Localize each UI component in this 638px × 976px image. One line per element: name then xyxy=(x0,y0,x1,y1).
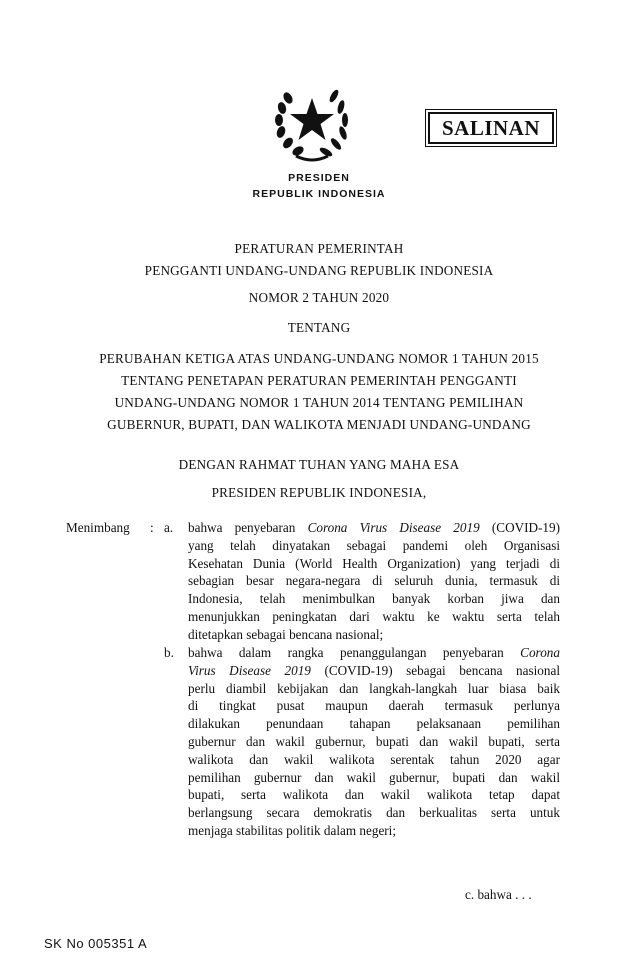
subject-line: GUBERNUR, BUPATI, DAN WALIKOTA MENJADI UNDANG-UNDANG xyxy=(107,417,531,432)
italic-term: Virus Disease 2019 xyxy=(188,662,311,678)
subject-line: TENTANG PENETAPAN PERATURAN PEMERINTAH PENGGANTI xyxy=(121,373,517,388)
title-about: TENTANG xyxy=(287,320,351,335)
stamp-label: SALINAN xyxy=(441,115,541,140)
line-text: yang telah dinyatakan sebagai pandemi oleh Organisasi xyxy=(188,537,560,553)
line-text: bahwa dalam rangka penanggulangan penyebaran xyxy=(188,645,521,660)
italic-term: Corona Virus Disease 2019 xyxy=(307,520,480,535)
line-text: pemilihan gubernur dan wakil gubernur, bupati dan wakil xyxy=(188,769,560,785)
line-text: berlangsung secara demokratis dan berkualitas serta untuk xyxy=(188,805,560,821)
point-b-text xyxy=(188,644,560,840)
point-letter: b. xyxy=(164,645,174,660)
line-text: perlu diambil kebijakan dan langkah-langkah luar biasa baik xyxy=(188,680,560,696)
institution-line1: PRESIDEN xyxy=(288,172,350,184)
line-text: gubernur dan wakil gubernur, bupati dan wakil bupati, serta xyxy=(188,733,560,749)
salinan-stamp xyxy=(428,112,554,144)
paragraph-line xyxy=(188,644,560,662)
paragraph-line xyxy=(188,572,560,590)
paragraph-line xyxy=(188,626,560,644)
line-text: dilakukan penundaan tahapan pelaksanaan pemilihan xyxy=(188,716,560,732)
line-text: Kesehatan Dunia (World Health Organization) yang terjadi di xyxy=(188,555,560,571)
paragraph-line xyxy=(188,519,560,537)
subject-line: PERUBAHAN KETIGA ATAS UNDANG-UNDANG NOMOR 1 TAHUN 2015 xyxy=(99,351,539,366)
title-line2: PENGGANTI UNDANG-UNDANG REPUBLIK INDONESIA xyxy=(144,263,494,278)
continuation-text: c. bahwa . . . xyxy=(465,887,532,902)
point-letter: a. xyxy=(164,520,174,535)
preamble-president: PRESIDEN REPUBLIK INDONESIA, xyxy=(211,485,427,500)
title-number: NOMOR 2 TAHUN 2020 xyxy=(248,290,390,305)
subject-line: UNDANG-UNDANG NOMOR 1 TAHUN 2014 TENTANG PEMILIHAN xyxy=(114,395,524,410)
paragraph-line xyxy=(188,751,560,769)
line-text: menjaga stabilitas politik dalam negeri; xyxy=(188,822,397,838)
line-text: di tingkat pusat maupun daerah termasuk perlunya xyxy=(188,698,560,714)
line-text: walikota dan wakil walikota serentak tahun 2020 agar xyxy=(188,751,560,767)
title-line1: PERATURAN PEMERINTAH xyxy=(234,241,404,256)
preamble-grace: DENGAN RAHMAT TUHAN YANG MAHA ESA xyxy=(178,457,460,472)
paragraph-line xyxy=(188,680,560,698)
line-text: bupati, serta walikota dan wakil walikota tetap dapat xyxy=(188,787,560,803)
paragraph-line xyxy=(188,662,560,680)
paragraph-line xyxy=(188,822,560,840)
line-text: bahwa penyebaran xyxy=(188,520,308,535)
line-text: (COVID-19) xyxy=(479,520,560,535)
considering-colon: : xyxy=(150,520,154,535)
paragraph-line xyxy=(188,769,560,787)
paragraph-line xyxy=(188,608,560,626)
italic-term: Corona xyxy=(520,645,560,660)
line-text: sebagian besar negara-negara di seluruh dunia, termasuk di xyxy=(188,573,560,589)
line-text: ditetapkan sebagai bencana nasional; xyxy=(188,626,384,642)
paragraph-line xyxy=(188,555,560,573)
paragraph-line xyxy=(188,786,560,804)
paragraph-line xyxy=(188,733,560,751)
institution-line2: REPUBLIK INDONESIA xyxy=(252,188,386,200)
considering-label: Menimbang xyxy=(66,520,130,535)
serial-number: SK No 005351 A xyxy=(44,936,148,951)
paragraph-line xyxy=(188,537,560,555)
paragraph-line xyxy=(188,590,560,608)
paragraph-line xyxy=(188,697,560,715)
presidential-emblem-icon xyxy=(268,80,356,164)
point-a-text xyxy=(188,519,560,644)
paragraph-line xyxy=(188,804,560,822)
line-text: (COVID-19) sebagai bencana nasional xyxy=(310,662,560,678)
paragraph-line xyxy=(188,715,560,733)
line-text: menunjukkan peningkatan dari waktu ke waktu serta telah xyxy=(188,608,560,624)
line-text: Indonesia, telah menimbulkan banyak korban jiwa dan xyxy=(188,591,560,607)
